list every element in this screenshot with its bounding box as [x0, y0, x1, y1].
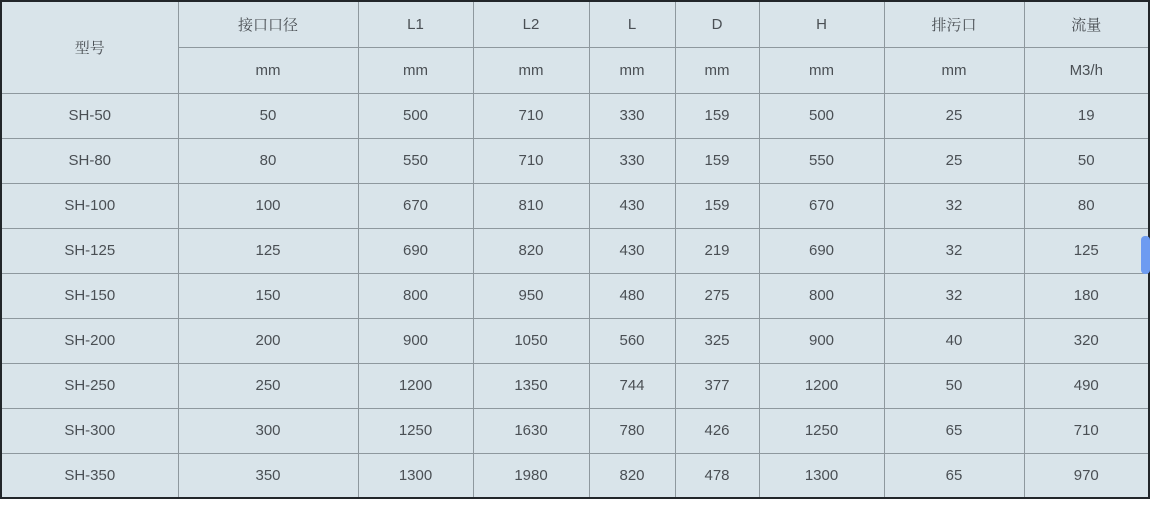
cell-value: 900: [759, 318, 884, 363]
cell-value: 200: [178, 318, 358, 363]
cell-value: 150: [178, 273, 358, 318]
cell-value: 478: [675, 453, 759, 498]
cell-model: SH-300: [1, 408, 178, 453]
cell-value: 426: [675, 408, 759, 453]
cell-value: 1050: [473, 318, 589, 363]
cell-value: 800: [358, 273, 473, 318]
cell-value: 100: [178, 183, 358, 228]
unit-port-diameter: mm: [178, 47, 358, 93]
cell-value: 1980: [473, 453, 589, 498]
header-l1: L1: [358, 1, 473, 47]
cell-model: SH-350: [1, 453, 178, 498]
header-model: 型号: [1, 1, 178, 93]
cell-value: 550: [759, 138, 884, 183]
cell-value: 180: [1024, 273, 1149, 318]
table-row: [1, 273, 1149, 318]
cell-value: 125: [1024, 228, 1149, 273]
cell-value: 350: [178, 453, 358, 498]
cell-value: 690: [358, 228, 473, 273]
unit-d: mm: [675, 47, 759, 93]
cell-model: SH-250: [1, 363, 178, 408]
header-d: D: [675, 1, 759, 47]
cell-value: 744: [589, 363, 675, 408]
cell-value: 430: [589, 183, 675, 228]
cell-model: SH-100: [1, 183, 178, 228]
cell-value: 32: [884, 273, 1024, 318]
cell-value: 40: [884, 318, 1024, 363]
cell-value: 1200: [358, 363, 473, 408]
header-port-diameter: 接口口径: [178, 1, 358, 47]
cell-value: 80: [1024, 183, 1149, 228]
table-header: [1, 1, 1149, 93]
cell-value: 550: [358, 138, 473, 183]
cell-value: 820: [589, 453, 675, 498]
cell-value: 219: [675, 228, 759, 273]
header-flow: 流量: [1024, 1, 1149, 47]
cell-value: 1200: [759, 363, 884, 408]
cell-value: 900: [358, 318, 473, 363]
table-row: [1, 363, 1149, 408]
cell-value: 25: [884, 93, 1024, 138]
cell-value: 1300: [759, 453, 884, 498]
cell-value: 480: [589, 273, 675, 318]
cell-value: 1250: [358, 408, 473, 453]
cell-value: 159: [675, 93, 759, 138]
cell-value: 50: [884, 363, 1024, 408]
table-body: [1, 93, 1149, 498]
cell-value: 1300: [358, 453, 473, 498]
cell-value: 710: [473, 138, 589, 183]
cell-value: 330: [589, 93, 675, 138]
unit-l1: mm: [358, 47, 473, 93]
cell-value: 80: [178, 138, 358, 183]
cell-value: 65: [884, 453, 1024, 498]
table-row: [1, 408, 1149, 453]
cell-model: SH-80: [1, 138, 178, 183]
cell-model: SH-150: [1, 273, 178, 318]
cell-value: 560: [589, 318, 675, 363]
cell-value: 710: [473, 93, 589, 138]
cell-value: 125: [178, 228, 358, 273]
cell-value: 50: [1024, 138, 1149, 183]
cell-value: 1350: [473, 363, 589, 408]
unit-drain-port: mm: [884, 47, 1024, 93]
cell-value: 65: [884, 408, 1024, 453]
cell-value: 19: [1024, 93, 1149, 138]
table-row: [1, 228, 1149, 273]
cell-value: 325: [675, 318, 759, 363]
cell-value: 1250: [759, 408, 884, 453]
cell-value: 300: [178, 408, 358, 453]
cell-value: 970: [1024, 453, 1149, 498]
unit-h: mm: [759, 47, 884, 93]
table-row: [1, 93, 1149, 138]
cell-value: 330: [589, 138, 675, 183]
cell-value: 377: [675, 363, 759, 408]
unit-flow: M3/h: [1024, 47, 1149, 93]
cell-value: 25: [884, 138, 1024, 183]
cell-value: 500: [759, 93, 884, 138]
unit-l2: mm: [473, 47, 589, 93]
header-h: H: [759, 1, 884, 47]
cell-value: 670: [358, 183, 473, 228]
cell-value: 1630: [473, 408, 589, 453]
unit-l: mm: [589, 47, 675, 93]
cell-value: 32: [884, 183, 1024, 228]
header-drain-port: 排污口: [884, 1, 1024, 47]
cell-value: 320: [1024, 318, 1149, 363]
table-row: [1, 318, 1149, 363]
cell-value: 670: [759, 183, 884, 228]
cell-value: 950: [473, 273, 589, 318]
cell-value: 780: [589, 408, 675, 453]
cell-value: 690: [759, 228, 884, 273]
cell-value: 800: [759, 273, 884, 318]
table-row: [1, 138, 1149, 183]
cell-value: 710: [1024, 408, 1149, 453]
cell-value: 159: [675, 138, 759, 183]
cell-value: 275: [675, 273, 759, 318]
cell-value: 430: [589, 228, 675, 273]
cell-model: SH-50: [1, 93, 178, 138]
cell-value: 810: [473, 183, 589, 228]
cell-value: 250: [178, 363, 358, 408]
scrollbar-thumb[interactable]: [1141, 236, 1150, 274]
cell-value: 50: [178, 93, 358, 138]
table-row: [1, 453, 1149, 498]
header-row-labels: [1, 1, 1149, 47]
cell-model: SH-200: [1, 318, 178, 363]
cell-value: 500: [358, 93, 473, 138]
cell-value: 820: [473, 228, 589, 273]
table-row: [1, 183, 1149, 228]
cell-model: SH-125: [1, 228, 178, 273]
header-l: L: [589, 1, 675, 47]
header-l2: L2: [473, 1, 589, 47]
cell-value: 32: [884, 228, 1024, 273]
cell-value: 159: [675, 183, 759, 228]
cell-value: 490: [1024, 363, 1149, 408]
